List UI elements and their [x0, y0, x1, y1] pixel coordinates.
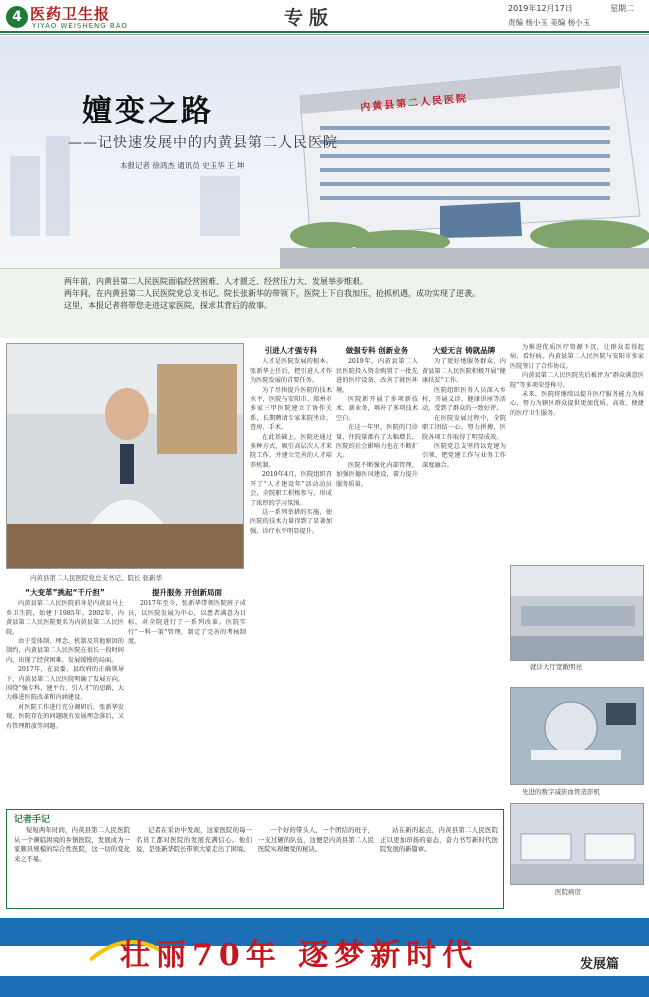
- body-paragraph: 对医院工作进行充分调研后，张新华发现，医院存在的问题既有发展理念落后，又有管理粗放等问题。: [6, 703, 124, 730]
- hospital-building-illustration: [0, 36, 649, 268]
- portrait-illustration: [7, 344, 244, 569]
- article-column-2: [250, 343, 332, 803]
- note-paragraph: 记者在采访中发现，这家医院的每一名员工都对医院的发展充满信心。他们说，是张新华院长带领大家走出了困境。: [136, 827, 252, 854]
- dsa-illustration: [511, 688, 644, 785]
- body-paragraph: 2019年，内黄县第二人民医院投入资金购置了一批先进的医疗设备，改善了就医环境。: [336, 358, 418, 394]
- issue-weekday: 星期二: [610, 4, 634, 13]
- article-byline: 本报记者 徐鸿杰 通讯员 史玉华 王 坤: [120, 161, 245, 170]
- body-paragraph: 为推进优质医疗资源下沉，让群众看得起病、看好病，内黄县第二人民医院与安阳市多家医院签订了合作协议。: [510, 344, 644, 370]
- intro-paragraph: 两年前，内黄县第二人民医院面临经营困难、人才匮乏、经营压力大、发展举步维艰。: [64, 277, 368, 286]
- footer-tag: 发展篇: [580, 957, 620, 972]
- intro-paragraph: 两年间，在内黄县第二人民医院党总支书记、院长张新华的带领下，医院上下自我加压、抢抓机遇，成功实现了逆袭。: [64, 289, 480, 298]
- body-paragraph: 未来，医院将继续以提升医疗服务能力为核心，努力为辖区群众提供更加优质、高效、便捷的医疗卫生服务。: [510, 391, 644, 417]
- body-paragraph: 由于受体制、理念、机制及其他原因的制约，内黄县第二人民医院在很长一段时间内，出现了经营困难、发展缓慢的局面。: [6, 638, 124, 664]
- newspaper-logo-pinyin: YIYAO WEISHENG BAO: [32, 22, 128, 30]
- section-heading: 提升服务 开创新局面: [151, 588, 223, 597]
- reporter-note-column: [380, 826, 498, 906]
- body-paragraph: 医院党总支坚持以党建为引领，把党建工作与业务工作深度融合。: [422, 443, 506, 469]
- body-paragraph: 医院组织医务人员深入乡村，开展义诊、健康讲座等活动，受到了群众的一致好评。: [422, 386, 506, 413]
- masthead-rule: [0, 31, 649, 33]
- ward-photo: [510, 803, 644, 885]
- section-heading: 做强专科 创新业务: [345, 346, 409, 355]
- section-title: 专版: [284, 7, 335, 29]
- photo-caption: 内黄县第二人民医院党总支书记、院长 张新华: [30, 574, 163, 582]
- body-paragraph: 在这一年里，医院的门诊量、住院量都有了大幅增长，医院的社会影响力也在不断扩大。: [336, 424, 418, 460]
- reporter-note-column: [136, 826, 252, 906]
- photo-caption: 就诊大厅宽敞明亮: [530, 663, 582, 671]
- director-portrait-photo: [6, 343, 244, 569]
- intro-paragraph: 这里，本报记者将带您走进这家医院，探求其背后的故事。: [64, 301, 272, 310]
- body-paragraph: 2019年4月，医院组织召开了“人才建设年”活动动员会，全院职工积极参与，形成了浓厚的学习氛围。: [250, 471, 332, 507]
- newspaper-logo: 医药卫生报: [30, 5, 111, 23]
- reporter-note-column: [14, 826, 130, 906]
- masthead-rule-thin: [0, 34, 649, 35]
- intro-text: [48, 276, 608, 312]
- body-paragraph: 2017年，在县委、县政府的正确领导下，内黄县第二人民医院明确了发展方向，围绕“强专科、建平台、引人才”的思路，大力推进医院改革和内涵建设。: [6, 666, 124, 702]
- ward-illustration: [511, 804, 644, 885]
- body-paragraph: 内黄县第二人民医院先后被评为“群众满意医院”等多项荣誉称号。: [510, 372, 644, 389]
- body-paragraph: 医院不断强化内部管理，加强医德医风建设，着力提升服务质量。: [336, 461, 418, 488]
- article-column-5: [510, 343, 644, 561]
- photo-caption: 医院病房: [555, 888, 581, 896]
- section-heading: 大爱无言 铸就品牌: [432, 346, 496, 355]
- photo-caption: 先进的数字减影血管造影机: [522, 788, 600, 796]
- body-paragraph: 为了尽快提升医院的技术水平，医院与安阳市、郑州市多家三甲医院建立了协作关系，长期聘请专家来院坐诊、查房、手术。: [250, 386, 332, 432]
- reporter-note-title: 记者手记: [14, 815, 51, 825]
- body-paragraph: 为了更好地服务群众，内黄县第二人民医院积极开展“健康扶贫”工作。: [422, 358, 506, 385]
- section-heading: “大变革”挑起“千斤担”: [25, 588, 105, 597]
- body-paragraph: 在此基础上，医院还通过多种方式，吸引高层次人才来院工作，并建立完善的人才培养机制。: [250, 433, 332, 469]
- lobby-illustration: [511, 566, 644, 661]
- note-paragraph: 站在新的起点，内黄县第二人民医院正以更加昂扬的姿态，奋力书写新时代医院发展的新篇章。: [380, 827, 498, 854]
- section-heading: 引进人才强专科: [264, 346, 318, 355]
- reporter-note-column: [258, 826, 374, 906]
- article-subheadline: ——记快速发展中的内黄县第二人民医院: [68, 135, 338, 151]
- article-column-3: [336, 343, 418, 803]
- body-paragraph: 人才是医院发展的根本。张新华上任后，把引进人才作为医院发展的首要任务。: [250, 358, 332, 385]
- note-paragraph: 短短两年时间，内黄县第二人民医院从一个濒临困境的乡镇医院，发展成为一家颇具规模的综合性医院，这一切的变化来之不易。: [14, 827, 130, 863]
- building-sign: 内黄县第二人民医院: [359, 93, 469, 114]
- footer-slogan: 壮丽70年 逐梦新时代: [120, 938, 479, 973]
- issue-date: 2019年12月17日: [508, 4, 573, 13]
- dsa-machine-photo: [510, 687, 644, 785]
- body-paragraph: 内黄县第二人民医院前身是内黄县马上乡卫生院，始建于1985年。2002年，内黄县第二人民医院更名为内黄县第二人民医院。: [6, 600, 124, 636]
- lobby-photo: [510, 565, 644, 661]
- hero-banner: [0, 36, 649, 268]
- body-paragraph: 这一系列举措的实施，使医院的技术力量得到了显著加强，诊疗水平明显提升。: [250, 508, 332, 535]
- body-paragraph: 在医院发展过程中，全院职工团结一心、努力拼搏，医院各项工作取得了明显成效。: [422, 414, 506, 441]
- body-paragraph: 医院新开展了多项新技术、新业务，填补了多项技术空白。: [336, 396, 418, 422]
- article-column-1: [6, 585, 124, 803]
- article-headline: 嬗变之路: [82, 94, 214, 129]
- note-paragraph: 一个好的带头人，一个团结的班子，一支过硬的队伍，这便是内黄县第二人民医院实现嬗变的秘诀。: [258, 827, 374, 854]
- body-paragraph: 2017年至今，张新华带领医院班子成员，以医院发展为中心，以患者满意为目标，对全院进行了一系列改革。医院实行“一科一策”管理，制定了完善的考核制度。: [128, 600, 246, 646]
- article-column-1b: [128, 585, 246, 803]
- page-number-badge: 4: [6, 6, 28, 28]
- editor-credits: 责编 杨小玉 美编 杨小玉: [508, 18, 591, 27]
- article-column-4: [422, 343, 506, 803]
